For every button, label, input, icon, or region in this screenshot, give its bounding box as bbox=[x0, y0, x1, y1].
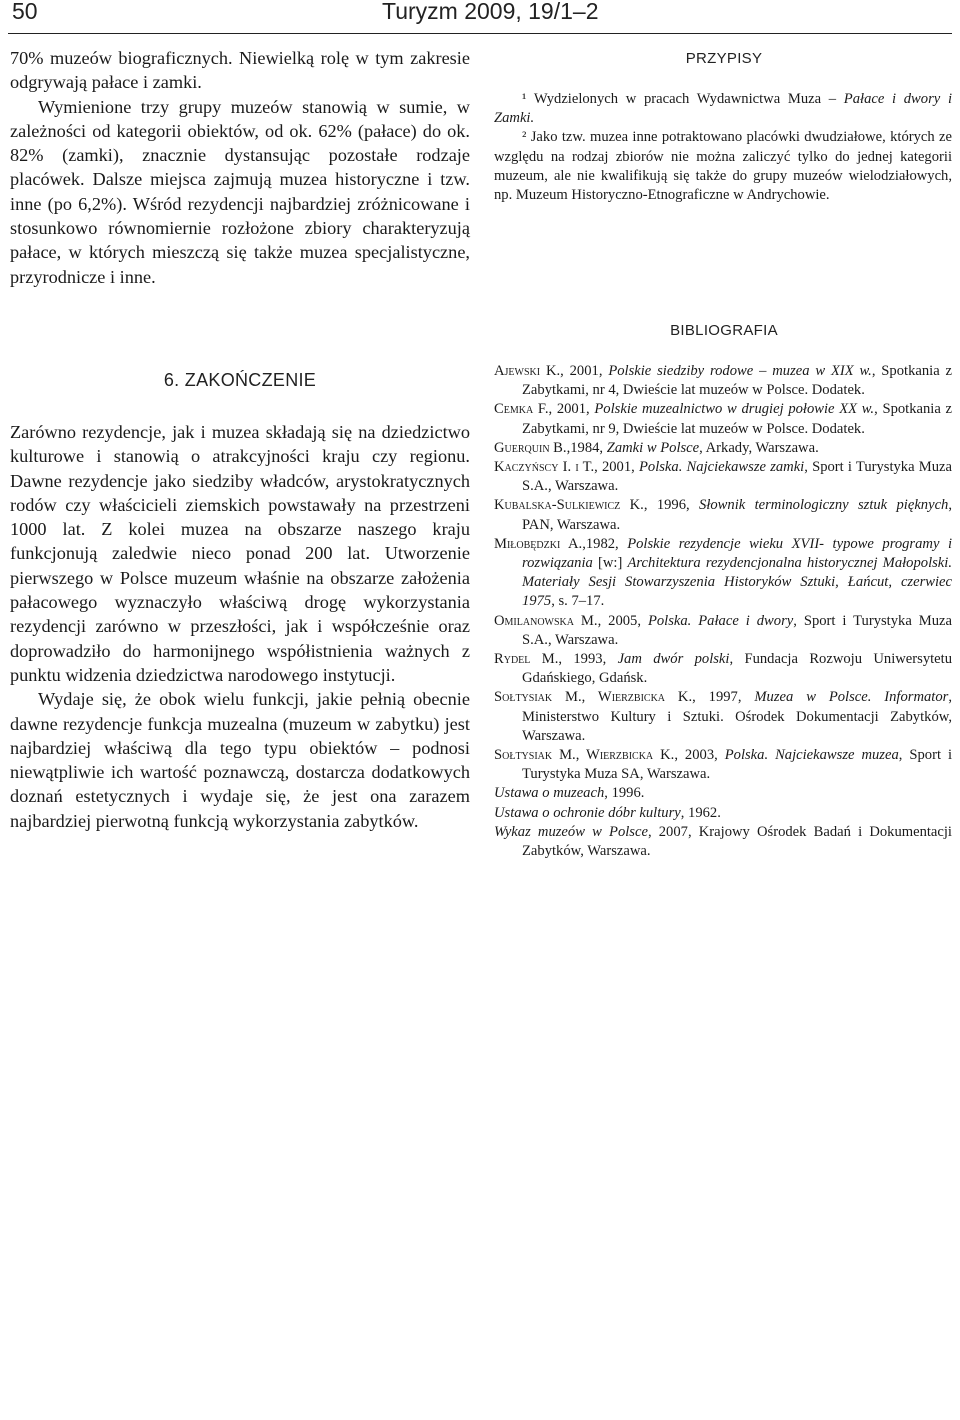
bib-author: Sołtysiak M., Wierzbicka K. bbox=[494, 689, 693, 706]
bib-publisher: , s. 7–17. bbox=[551, 593, 605, 610]
bib-year: , 2001, bbox=[548, 401, 595, 418]
bibliography-entry bbox=[494, 823, 952, 861]
bib-title-text: Polskie rezydencje wieku XVII- typowe programy i rozwiązania bbox=[522, 535, 953, 572]
footnotes-title: PRZYPISY bbox=[685, 50, 763, 67]
bib-title-text: Muzea w Polsce. Informator bbox=[754, 689, 949, 706]
bib-publisher: , Ministerstwo Kultury i Sztuki. Ośrodek Dokumentacji Zabytków, Warszawa. bbox=[522, 689, 952, 744]
bib-publisher: , 2007, Krajowy Ośrodek Badań i Dokumentacji Zabytków, Warszawa. bbox=[522, 823, 952, 860]
bib-publisher: , Spotkania z Zabytkami, nr 4, Dwieście lat muzeów w Polsce. Dodatek. bbox=[522, 363, 953, 399]
footnote bbox=[494, 128, 952, 205]
journal-title: Turyzm 2009, 19/1–2 bbox=[382, 0, 599, 24]
bib-author: Ajewski K. bbox=[494, 363, 561, 379]
bibliography-entry bbox=[494, 458, 952, 496]
bibliography-entry bbox=[494, 362, 952, 400]
bib-author: Sołtysiak M., Wierzbicka K. bbox=[494, 747, 675, 764]
bibliography-entry bbox=[494, 746, 952, 784]
bib-title-text: Polska. Najciekawsze muzea bbox=[724, 747, 899, 764]
bib-author: Kaczyńscy I. i T. bbox=[494, 459, 595, 476]
bib-author: Omilanowska M. bbox=[494, 612, 598, 629]
bib-title-text: Zamki w Polsce bbox=[606, 439, 700, 456]
bibliography-entry bbox=[494, 784, 952, 803]
bib-publisher: [w:] bbox=[592, 555, 628, 572]
conclusion-text bbox=[10, 420, 470, 833]
footnote-text: i bbox=[940, 91, 952, 107]
paragraph: Wydaje się, że obok wielu funkcji, jakie pełnią obecnie dawne rezydencje funkcja muzealna (muzeum w zabytku) jest najbardziej właściwą dla tego typu obiektów – podnosi niewątpliwie ich wartość poznawczą, dostarcza dodatkowych doznań estetycznych i wydaje się, że jest ona zarazem najbardziej pierwotną funkcją wykorzystania zabytków. bbox=[10, 689, 470, 831]
bibliography-entry bbox=[494, 496, 952, 534]
bib-year: , 2005, bbox=[597, 612, 648, 629]
footnote-text: Jako tzw. muzea inne potraktowano placówki dwudziałowe, których ze względu na rodzaj zbiorów nie można zaliczyć tylko do jednej kategorii muzeum, ale nie kwalifikują się także do grupy muzeów wielodziałowych, np. Muzeum Historyczno-Etnograficzne w Andrychowie. bbox=[494, 129, 952, 204]
right-column bbox=[494, 0, 954, 1000]
bib-title-text: Jam dwór polski bbox=[617, 651, 730, 668]
footnote-mark: ¹ bbox=[522, 91, 527, 107]
bib-year: , 1997, bbox=[692, 689, 755, 706]
footnote-title: Zamki bbox=[494, 110, 531, 127]
bibliography-entry bbox=[494, 400, 952, 438]
bibliography-title: BIBLIOGRAFIA bbox=[670, 322, 778, 339]
bib-publisher: , PAN, Warszawa. bbox=[522, 497, 953, 533]
bib-title-text: Architektura rezydencjonalna historycznej Małopolski. Materiały Sesji Stowarzyszenia Historyków Sztuki, Łańcut, czerwiec 1975 bbox=[522, 555, 952, 610]
paragraph: Wymienione trzy grupy muzeów stanowią w sumie, w zależności od kategorii obiektów, od ok. 62% (pałace) do ok. 82% (zamki), znacznie dystansując pozostałe rodzaje placówek. Dalsze miejsca zajmują muzea historyczne i tzw. inne (po 6,2%). Wśród rezydencji najbardziej zróżnicowane i stosunkowo równomiernie rozłożone zbiory charakteryzują pałace, w których mieszczą się także muzea specjalistyczne, przyrodnicze i inne. bbox=[10, 96, 470, 287]
bib-year: , 1993, bbox=[558, 651, 618, 668]
footnote-text: . bbox=[530, 110, 535, 127]
bib-title-text: Ustawa o muzeach bbox=[494, 785, 605, 802]
bibliography-entry bbox=[494, 650, 952, 688]
bib-title-text: Wykaz muzeów w Polsce bbox=[494, 823, 648, 840]
bibliography-list bbox=[494, 362, 952, 861]
bib-year: , 2003, bbox=[674, 747, 725, 764]
bibliography-entry bbox=[494, 439, 952, 458]
bib-author: Rydel M. bbox=[494, 651, 559, 668]
bib-author: Miłobędzki A. bbox=[494, 535, 583, 552]
footnote-title: Pałace i dwory bbox=[843, 91, 941, 107]
bib-title-text: Polskie muzealnictwo w drugiej połowie XX w. bbox=[594, 401, 875, 418]
bibliography-entry bbox=[494, 688, 952, 746]
bib-title-text: Polska. Najciekawsze zamki bbox=[638, 459, 805, 476]
bib-title-text: Polska. Pałace i dwory bbox=[647, 612, 794, 629]
bib-publisher: , Arkady, Warszawa. bbox=[699, 439, 819, 456]
bib-title-text: Polskie siedziby rodowe – muzea w XIX w. bbox=[608, 363, 872, 379]
bib-year: , 2001, bbox=[594, 459, 639, 476]
footnote bbox=[494, 90, 952, 128]
bibliography-entry bbox=[494, 535, 952, 612]
bib-author: Cemka F. bbox=[494, 401, 549, 418]
bib-publisher: , 1996. bbox=[604, 785, 645, 802]
paragraph: 70% muzeów biograficznych. Niewielką rolę w tym zakresie odgrywają pałace i zamki. bbox=[10, 48, 470, 93]
bib-publisher: , Sport i Turystyka Muza SA, Warszawa. bbox=[522, 747, 953, 783]
bibliography-entry bbox=[494, 804, 952, 823]
bib-author: Guerquin B. bbox=[494, 439, 567, 456]
bib-publisher: , Spotkania z Zabytkami, nr 9, Dwieście lat muzeów w Polsce. Dodatek. bbox=[522, 401, 953, 437]
bib-year: ,1984, bbox=[566, 439, 607, 456]
bib-title-text: Słownik terminologiczny sztuk pięknych bbox=[699, 497, 949, 514]
bib-year: , 1996, bbox=[643, 497, 700, 514]
left-top-text bbox=[10, 46, 470, 289]
bib-publisher: , Fundacja Rozwoju Uniwersytetu Gdańskiego, Gdańsk. bbox=[522, 651, 952, 687]
bib-year: , 2001, bbox=[560, 363, 609, 379]
section-title: 6. ZAKOŃCZENIE bbox=[163, 370, 317, 390]
bib-publisher: , Sport i Turystyka Muza S.A., Warszawa. bbox=[522, 612, 952, 648]
bib-author: Kubalska-Sulkiewicz K. bbox=[494, 497, 644, 514]
bib-year: ,1982, bbox=[582, 535, 628, 552]
bibliography-entry bbox=[494, 612, 952, 650]
paragraph: Zarówno rezydencje, jak i muzea składają się na dziedzictwo kulturowe i stanowią o atrakcyjności kraju czy regionu. Dawne rezydencje jako siedziby władców, arystokratycznych rodów czy właścicieli ziemskich powstawały na przestrzeni 1000 lat. Z kolei muzea na obszarze naszego kraju funkcjonują zaledwie nieco ponad 200 lat. Utworzenie pierwszego w Polsce muzeum właśnie na obszarze założenia pałacowego wyznaczyło właściwą drogę wykorzystania rezydencji zarówno w przeszłości, jak i współcześnie oraz doprowadziło do harmonijnego współistnienia ważnych z punktu widzenia dziedzictwa narodowego instytucji. bbox=[10, 422, 470, 685]
footnotes-list bbox=[494, 90, 952, 205]
footnote-text: Wydzielonych w pracach Wydawnictwa Muza – bbox=[526, 91, 844, 107]
bib-title-text: Ustawa o ochronie dóbr kultury bbox=[494, 804, 681, 821]
footnote-mark: ² bbox=[522, 129, 527, 146]
page-number: 50 bbox=[12, 0, 38, 24]
bib-publisher: , Sport i Turystyka Muza S.A., Warszawa. bbox=[522, 459, 953, 495]
bib-publisher: , 1962. bbox=[680, 804, 721, 821]
